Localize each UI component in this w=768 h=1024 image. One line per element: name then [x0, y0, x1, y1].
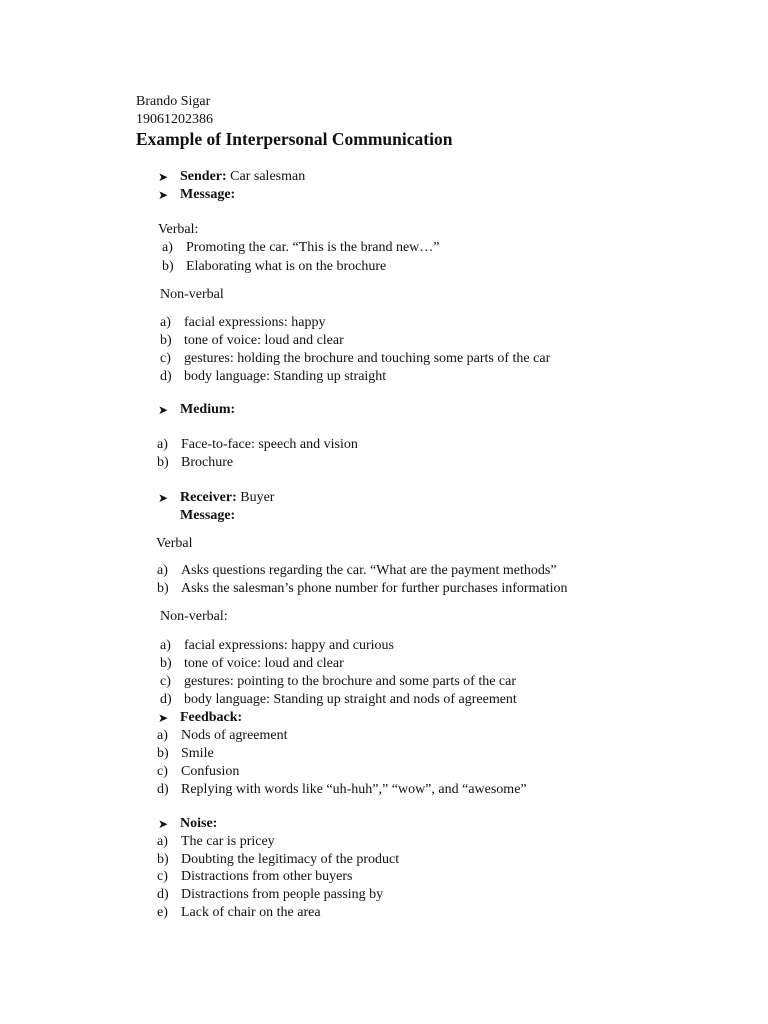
- sender-value: Car salesman: [230, 169, 306, 184]
- list-item-text: Lack of chair on the area: [181, 905, 321, 920]
- list-item-text: Smile: [181, 746, 214, 761]
- receiver-label: Receiver:: [180, 490, 237, 505]
- list-item-text: Distractions from other buyers: [181, 869, 353, 884]
- document-page: Brando Sigar 19061202386 Example of Interpersonal Communication ➤ Sender: Car salesman ➤ Message: Verbal: a) Promoting the car. “This is the brand new…” b) Elaborating what is on the brochure Non-verbal a) facial expressions: happy b) tone of voice: loud and clear c) gestures: holding the brochure and touching some parts of the car d) body language: Standing up straight ➤ Medium: a) Face-to-face: speech and vision b) Brochure ➤ Receiver: Buyer Message: Verbal a) Asks questions regarding the car. “What are the payment methods” b) Asks the salesman’s phone number for further purchases information Non-verbal: a) facial expressions: happy and curious b) tone of voice: loud and clear c) gestures: pointing to the brochure and some parts of the car d) body language: Standing up straight and nods of agreement ➤ Feedback: a) Nods of agreement b) Smile c) Confusion d) Replying with words like “uh-huh”,” “wow”, and “awesome” ➤ Noise: a) The car is pricey b) Doubting the legitimacy of the product c) Distractions from other buyers d) Distractions from people passing by e) Lack of chair on the area: [136, 94, 568, 920]
- list-item-text: tone of voice: loud and clear: [184, 333, 344, 348]
- list-item-text: body language: Standing up straight: [184, 369, 387, 384]
- arrowhead-bullet-icon: ➤: [158, 403, 169, 417]
- arrowhead-bullet-icon: ➤: [158, 817, 169, 831]
- receiver-nonverbal-label: Non-verbal:: [160, 609, 228, 624]
- feedback-label: Feedback:: [180, 710, 243, 725]
- list-item-text: facial expressions: happy: [184, 315, 326, 330]
- arrowhead-bullet-icon: ➤: [158, 711, 169, 725]
- arrowhead-bullet-icon: ➤: [158, 491, 169, 505]
- list-item-text: facial expressions: happy and curious: [184, 638, 394, 653]
- sender-label: Sender:: [180, 169, 227, 184]
- receiver-line: [180, 489, 274, 507]
- list-item-text: body language: Standing up straight and nods of agreement: [184, 692, 517, 707]
- sender-line: [180, 168, 305, 186]
- sender-verbal-label: Verbal:: [158, 222, 199, 237]
- arrowhead-bullet-icon: ➤: [158, 170, 169, 184]
- sender-message-label: Message:: [180, 187, 236, 202]
- author-name: Brando Sigar: [136, 94, 211, 109]
- list-item-text: Doubting the legitimacy of the product: [181, 852, 400, 867]
- list-item-text: gestures: pointing to the brochure and some parts of the car: [184, 674, 517, 689]
- list-item-text: gestures: holding the brochure and touching some parts of the car: [184, 351, 551, 366]
- receiver-verbal-label: Verbal: [156, 536, 193, 551]
- list-item-text: Face-to-face: speech and vision: [181, 437, 358, 452]
- list-item-text: Replying with words like “uh-huh”,” “wow”, and “awesome”: [181, 782, 527, 797]
- student-id: 19061202386: [136, 112, 213, 127]
- arrowhead-bullet-icon: ➤: [158, 188, 169, 202]
- list-item-text: Brochure: [181, 455, 234, 470]
- list-item-text: Asks the salesman’s phone number for further purchases information: [181, 581, 568, 596]
- list-item-text: Elaborating what is on the brochure: [186, 259, 387, 274]
- list-item-text: Distractions from people passing by: [181, 887, 384, 902]
- medium-label: Medium:: [180, 402, 236, 417]
- noise-label: Noise:: [180, 816, 218, 831]
- list-item-text: The car is pricey: [181, 834, 275, 849]
- list-item-text: tone of voice: loud and clear: [184, 656, 344, 671]
- page-title: Example of Interpersonal Communication: [136, 129, 453, 149]
- list-item-text: Asks questions regarding the car. “What are the payment methods”: [181, 563, 557, 578]
- list-item-text: Nods of agreement: [181, 728, 288, 743]
- sender-nonverbal-label: Non-verbal: [160, 287, 224, 302]
- receiver-value: Buyer: [240, 490, 275, 505]
- list-item-text: Confusion: [181, 764, 240, 779]
- list-item-text: Promoting the car. “This is the brand new…”: [186, 240, 440, 255]
- receiver-message-label: Message:: [180, 508, 236, 523]
